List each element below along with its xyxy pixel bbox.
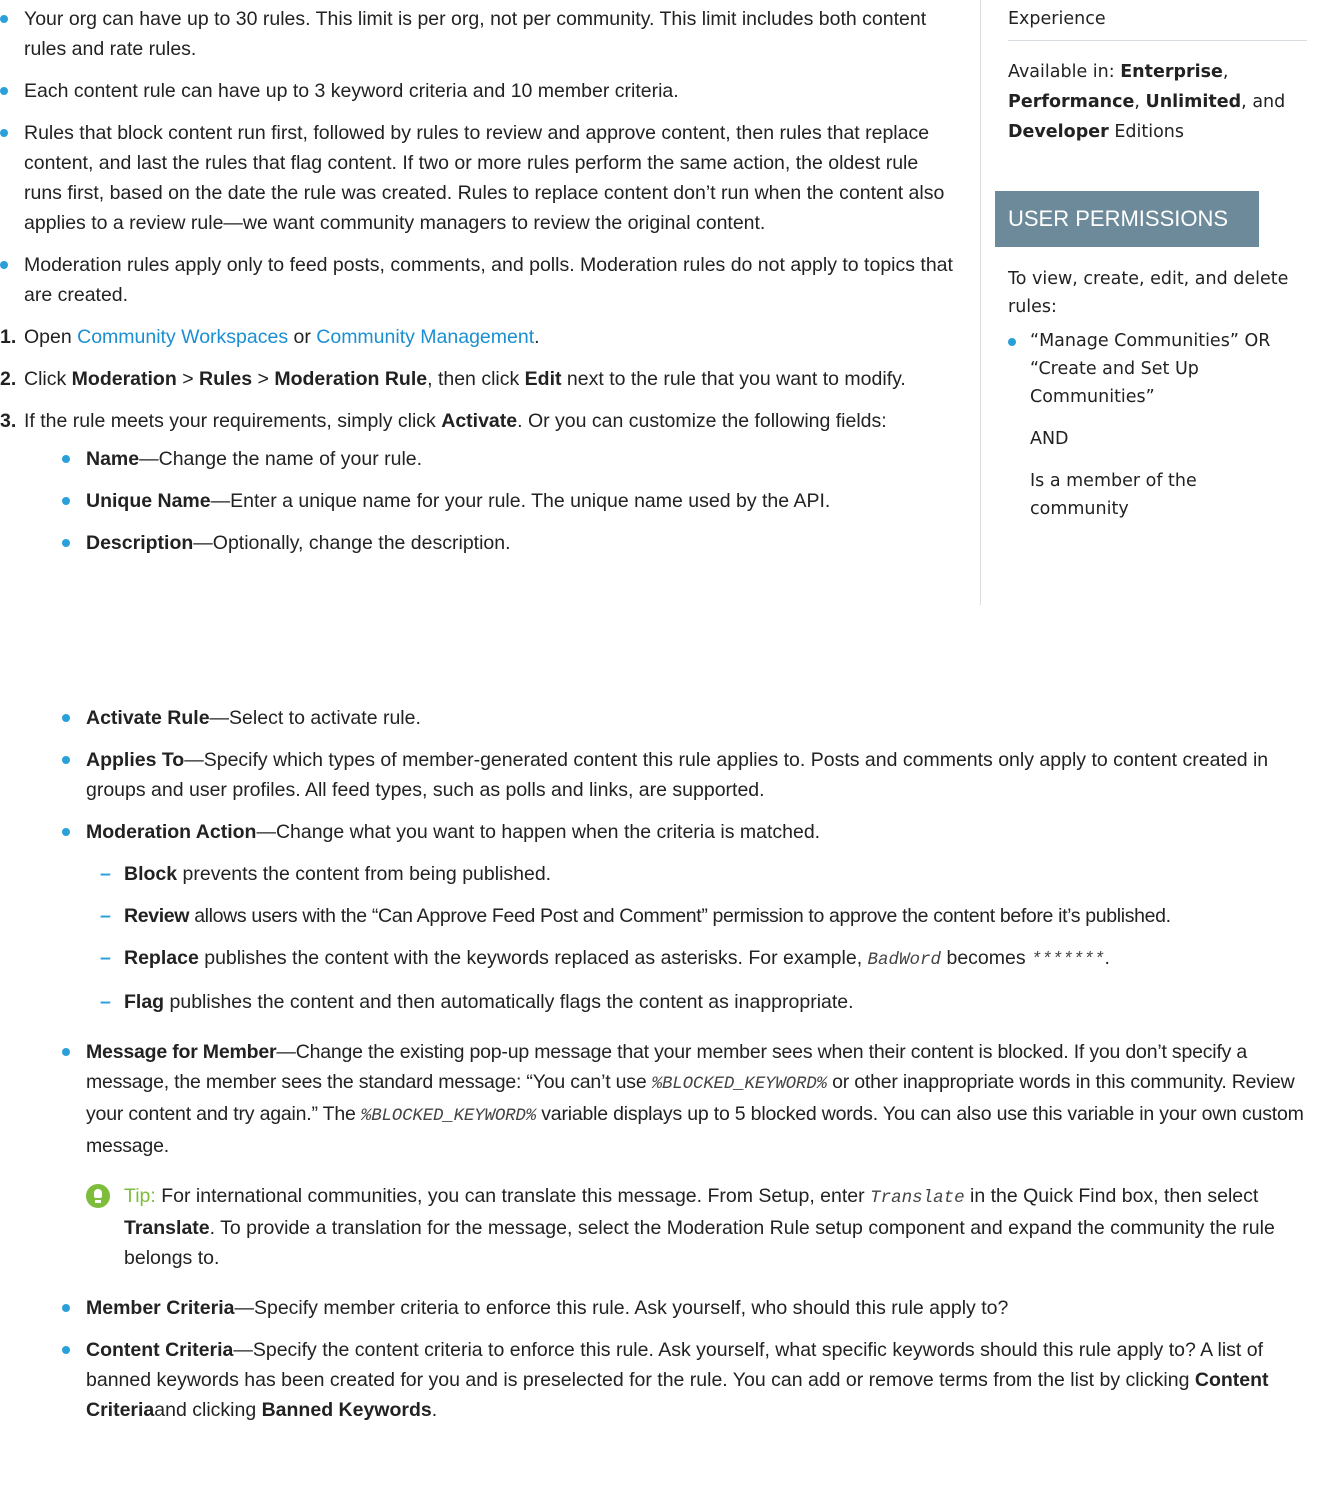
bullet-dot	[62, 455, 70, 463]
action-replace: – Replace publishes the content with the keywords replaced as asterisks. For example, BadWord becomes *******.	[100, 947, 1110, 970]
sidebar-editions-permissions	[980, 0, 1307, 605]
lightbulb-icon	[86, 1184, 110, 1208]
field-activate-rule: Activate Rule—Select to activate rule.	[0, 703, 1318, 733]
divider	[1008, 40, 1307, 41]
step-3: 3. If the rule meets your requirements, simply click Activate. Or you can customize the following fields:	[0, 410, 887, 432]
bullet-criteria-limit: Each content rule can have up to 3 keyword criteria and 10 member criteria.	[0, 76, 960, 106]
bullet-dot	[62, 1346, 70, 1354]
bullet-dot	[62, 1304, 70, 1312]
community-management-link[interactable]: Community Management	[316, 326, 535, 348]
bullet-dot	[0, 261, 8, 269]
community-workspaces-link[interactable]: Community Workspaces	[77, 326, 289, 348]
field-name: Name—Change the name of your rule.	[0, 444, 960, 474]
bullet-dot	[62, 714, 70, 722]
field-moderation-action: Moderation Action—Change what you want to happen when the criteria is matched.	[0, 817, 1318, 847]
user-permissions-header: USER PERMISSIONS	[995, 191, 1259, 247]
field-list-continued	[0, 703, 1318, 1425]
bullet-dot	[1008, 338, 1016, 346]
field-description: Description—Optionally, change the description.	[0, 528, 960, 558]
bullet-dot	[62, 539, 70, 547]
bullet-dot	[0, 129, 8, 137]
bullet-rule-limit: Your org can have up to 30 rules. This limit is per org, not per community. This limit includes both content rules and rate rules.	[0, 4, 960, 64]
tip-box: Tip: For international communities, you can translate this message. From Setup, enter Translate in the Quick Find box, then select Translate. To provide a translation for the message, select the Moderation Rule setup component and expand the community the rule belongs to.	[86, 1181, 1318, 1273]
bullet-dot	[0, 87, 8, 95]
permission-item: “Manage Communities” OR “Create and Set Up Communities”	[1008, 327, 1298, 411]
main-content	[0, 0, 960, 558]
action-block: – Block prevents the content from being published.	[100, 863, 552, 885]
step-2: 2. Click Moderation > Rules > Moderation Rule, then click Edit next to the rule that you want to modify.	[0, 368, 906, 390]
bullet-dot	[62, 497, 70, 505]
field-member-criteria: Member Criteria—Specify member criteria to enforce this rule. Ask yourself, who should this rule apply to?	[0, 1293, 1318, 1323]
step-1: 1. Open Community Workspaces or Community Management.	[0, 326, 540, 348]
bullet-dot	[62, 756, 70, 764]
edition-tail: Experience	[1008, 9, 1106, 29]
available-editions: Available in: Enterprise, Performance, Unlimited, and Developer Editions	[1008, 62, 1286, 142]
bullet-dot	[62, 1048, 70, 1056]
action-review: – Review allows users with the “Can Approve Feed Post and Comment” permission to approve the content before it’s published.	[100, 905, 1171, 927]
field-message-for-member: Message for Member—Change the existing pop-up message that your member sees when their content is blocked. If you don’t specify a message, the member sees the standard message: “You can’t use %BLOCKED_KEYWORD% or other inappropriate words in this community. Review your content and try again.” The %BLOCKED_KEYWORD% variable displays up to 5 blocked words. You can also use this variable in your own custom message.	[0, 1037, 1318, 1161]
action-flag: – Flag publishes the content and then automatically flags the content as inappropriate.	[100, 991, 854, 1013]
permissions-list: To view, create, edit, and delete rules: “Manage Communities” OR “Create and Set Up Communities” AND Is a member of the community	[1008, 265, 1298, 523]
bullet-dot	[0, 15, 8, 23]
field-applies-to: Applies To—Specify which types of member-generated content this rule applies to. Posts and comments only apply to content created in groups and user profiles. All feed types, such as polls and links, are supported.	[0, 745, 1318, 805]
bullet-rule-scope: Moderation rules apply only to feed posts, comments, and polls. Moderation rules do not apply to topics that are created.	[0, 250, 960, 310]
field-unique-name: Unique Name—Enter a unique name for your rule. The unique name used by the API.	[0, 486, 960, 516]
bullet-dot	[62, 828, 70, 836]
bullet-rule-order: Rules that block content run first, followed by rules to review and approve content, then rules that replace content, and last the rules that flag content. If two or more rules perform the same action, the oldest rule runs first, based on the date the rule was created. Rules to replace content don’t run when the content also applies to a review rule—we want community managers to review the original content.	[0, 118, 960, 238]
field-content-criteria: Content Criteria—Specify the content criteria to enforce this rule. Ask yourself, what specific keywords should this rule apply to? A list of banned keywords has been created for you and is preselected for the rule. You can add or remove terms from the list by clicking Content Criteriaand clicking Banned Keywords.	[0, 1335, 1318, 1425]
